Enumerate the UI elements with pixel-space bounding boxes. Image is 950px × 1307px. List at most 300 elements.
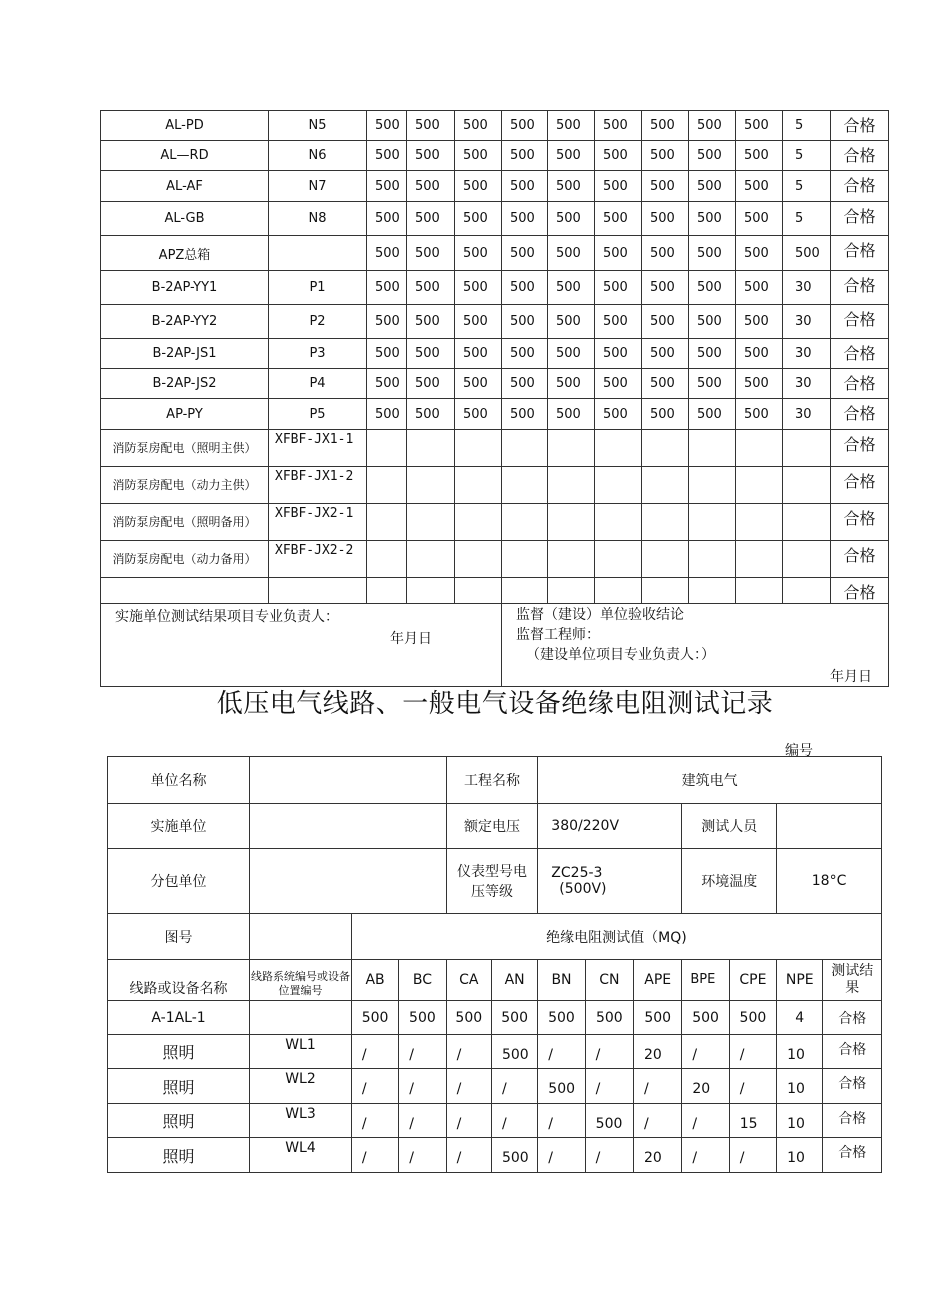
col-header-ape: APE — [634, 960, 682, 1001]
resistance-value: 500 — [502, 271, 548, 305]
resistance-value: 20 — [634, 1035, 682, 1069]
resistance-value: 500 — [689, 271, 736, 305]
resistance-value: 500 — [642, 271, 689, 305]
test-result: 合格 — [831, 430, 889, 467]
insulation-record-table — [107, 756, 882, 1173]
resistance-value: 500 — [455, 271, 502, 305]
insulation-header: 绝缘电阻测试值（MQ) — [351, 914, 881, 960]
rated-voltage-label: 额定电压 — [446, 804, 538, 849]
resistance-value: 500 — [502, 339, 548, 369]
test-result: 合格 — [831, 305, 889, 339]
table-row — [101, 467, 889, 504]
resistance-value: 500 — [595, 111, 642, 141]
resistance-value: 500 — [642, 141, 689, 171]
resistance-value: 500 — [407, 236, 455, 271]
resistance-value: 30 — [783, 271, 831, 305]
resistance-value: 500 — [634, 1001, 682, 1035]
contractor-sign-label: 实施单位测试结果项目专业负责人： — [115, 609, 339, 625]
col-code-header: 线路系统编号或设备位置编号 — [250, 960, 352, 1001]
resistance-value: 500 — [736, 305, 783, 339]
resistance-value: 500 — [502, 369, 548, 399]
resistance-value — [783, 578, 831, 604]
resistance-value — [367, 430, 407, 467]
tester-label: 测试人员 — [682, 804, 777, 849]
resistance-value — [689, 467, 736, 504]
test-result: 合格 — [831, 339, 889, 369]
table-row — [101, 202, 889, 236]
resistance-value: 30 — [783, 339, 831, 369]
resistance-value: 10 — [777, 1138, 823, 1173]
circuit-code: N6 — [269, 141, 367, 171]
resistance-value: / — [538, 1035, 585, 1069]
resistance-value: / — [399, 1104, 446, 1138]
resistance-value: 500 — [548, 369, 595, 399]
equipment-name: B-2AP-YY2 — [101, 305, 269, 339]
resistance-value — [783, 467, 831, 504]
resistance-value: 500 — [367, 339, 407, 369]
table-row — [101, 171, 889, 202]
circuit-code: P4 — [269, 369, 367, 399]
resistance-value: 500 — [455, 399, 502, 430]
resistance-value: 500 — [642, 399, 689, 430]
resistance-value: 500 — [502, 399, 548, 430]
resistance-value: 5 — [783, 202, 831, 236]
resistance-value: 500 — [455, 236, 502, 271]
circuit-code: WL4 — [250, 1138, 352, 1173]
contractor-sign-date: 年月日 — [390, 631, 432, 647]
resistance-value: 10 — [777, 1035, 823, 1069]
resistance-value: / — [538, 1138, 585, 1173]
resistance-value: 500 — [455, 141, 502, 171]
equipment-name: B-2AP-YY1 — [101, 271, 269, 305]
test-result: 合格 — [831, 111, 889, 141]
table-row — [101, 111, 889, 141]
resistance-value: 30 — [783, 399, 831, 430]
resistance-value: 10 — [777, 1104, 823, 1138]
resistance-value: 20 — [634, 1138, 682, 1173]
resistance-value — [367, 504, 407, 541]
resistance-value: 10 — [777, 1069, 823, 1104]
circuit-code: P3 — [269, 339, 367, 369]
resistance-value: 500 — [407, 141, 455, 171]
circuit-code — [250, 1001, 352, 1035]
resistance-value — [595, 541, 642, 578]
resistance-value — [407, 430, 455, 467]
resistance-value: 500 — [455, 202, 502, 236]
circuit-code — [269, 236, 367, 271]
circuit-code: P1 — [269, 271, 367, 305]
col-name-header: 线路或设备名称 — [108, 960, 250, 1001]
circuit-code: WL2 — [250, 1069, 352, 1104]
circuit-code: N7 — [269, 171, 367, 202]
resistance-value — [736, 541, 783, 578]
resistance-value — [455, 541, 502, 578]
resistance-value: 500 — [595, 236, 642, 271]
equipment-name: 消防泵房配电（动力备用） — [101, 541, 269, 578]
resistance-value — [455, 578, 502, 604]
resistance-value — [642, 541, 689, 578]
test-result: 合格 — [831, 504, 889, 541]
env-temp-value: 18°C — [777, 849, 882, 914]
table-row — [101, 541, 889, 578]
circuit-code: N5 — [269, 111, 367, 141]
resistance-value: 500 — [455, 111, 502, 141]
meter-label: 仪表型号电压等级 — [446, 849, 538, 914]
equipment-name: 消防泵房配电（照明主供） — [101, 430, 269, 467]
resistance-value: / — [491, 1069, 537, 1104]
equipment-name: AL-GB — [101, 202, 269, 236]
resistance-value: 500 — [491, 1138, 537, 1173]
resistance-value: 500 — [689, 111, 736, 141]
resistance-value — [502, 430, 548, 467]
resistance-value: 500 — [595, 305, 642, 339]
resistance-value: 500 — [407, 171, 455, 202]
resistance-value — [548, 504, 595, 541]
resistance-value — [736, 578, 783, 604]
drawing-no-label: 图号 — [108, 914, 250, 960]
test-result: 合格 — [823, 1001, 882, 1035]
meter-model: ZC25-3 — [551, 865, 603, 881]
circuit-code — [269, 578, 367, 604]
resistance-value: / — [538, 1104, 585, 1138]
circuit-name: 照明 — [108, 1138, 250, 1173]
circuit-code: XFBF-JX2-2 — [269, 541, 367, 578]
impl-unit-value — [250, 804, 447, 849]
resistance-value: / — [491, 1104, 537, 1138]
resistance-value — [736, 504, 783, 541]
resistance-value — [689, 578, 736, 604]
resistance-value: 500 — [455, 171, 502, 202]
resistance-value: 500 — [502, 236, 548, 271]
resistance-value — [502, 541, 548, 578]
resistance-value: 15 — [729, 1104, 776, 1138]
table-row — [108, 1001, 882, 1035]
resistance-value — [595, 504, 642, 541]
resistance-value: / — [351, 1035, 398, 1069]
resistance-value: / — [351, 1138, 398, 1173]
resistance-value — [783, 430, 831, 467]
resistance-value: 500 — [595, 202, 642, 236]
resistance-value: 500 — [407, 399, 455, 430]
resistance-value: / — [585, 1138, 633, 1173]
resistance-value: 500 — [689, 399, 736, 430]
table-row — [101, 271, 889, 305]
resistance-value: 500 — [548, 271, 595, 305]
test-result: 合格 — [831, 171, 889, 202]
resistance-value: 500 — [736, 171, 783, 202]
resistance-value: 500 — [502, 305, 548, 339]
test-result: 合格 — [831, 541, 889, 578]
test-result: 合格 — [831, 467, 889, 504]
resistance-value: 500 — [548, 171, 595, 202]
resistance-value: 500 — [367, 369, 407, 399]
table-row — [101, 339, 889, 369]
circuit-code: P2 — [269, 305, 367, 339]
table-row — [101, 430, 889, 467]
resistance-value — [689, 541, 736, 578]
col-header-npe: NPE — [777, 960, 823, 1001]
supervisor-engineer-label: 监督工程师： — [516, 627, 600, 643]
meter-value — [538, 849, 682, 914]
unit-name-value — [250, 757, 447, 804]
upper-test-table — [100, 110, 889, 687]
resistance-value: 500 — [367, 111, 407, 141]
resistance-value: 500 — [736, 369, 783, 399]
drawing-no-value — [250, 914, 352, 960]
table-row — [101, 236, 889, 271]
resistance-value: 500 — [736, 271, 783, 305]
resistance-value: 500 — [736, 202, 783, 236]
supervisor-conclusion-label: 监督（建设）单位验收结论 — [516, 607, 684, 623]
test-result: 合格 — [831, 141, 889, 171]
resistance-value: 500 — [502, 141, 548, 171]
resistance-value — [548, 430, 595, 467]
resistance-value: 500 — [548, 305, 595, 339]
equipment-name: B-2AP-JS1 — [101, 339, 269, 369]
resistance-value: 30 — [783, 369, 831, 399]
equipment-name: AL—RD — [101, 141, 269, 171]
resistance-value: 20 — [682, 1069, 729, 1104]
resistance-value — [502, 467, 548, 504]
resistance-value: 5 — [783, 111, 831, 141]
resistance-value: 500 — [642, 111, 689, 141]
col-result-header: 测试结果 — [823, 960, 882, 1001]
equipment-name: 消防泵房配电（照明备用） — [101, 504, 269, 541]
resistance-value: 500 — [407, 305, 455, 339]
circuit-code: WL3 — [250, 1104, 352, 1138]
resistance-value: 500 — [367, 399, 407, 430]
resistance-value: 500 — [548, 339, 595, 369]
resistance-value: 500 — [548, 236, 595, 271]
resistance-value: / — [682, 1138, 729, 1173]
resistance-value: 500 — [455, 369, 502, 399]
resistance-value — [455, 430, 502, 467]
circuit-code: P5 — [269, 399, 367, 430]
equipment-name: B-2AP-JS2 — [101, 369, 269, 399]
resistance-value — [642, 430, 689, 467]
resistance-value: 500 — [736, 141, 783, 171]
resistance-value: 500 — [367, 202, 407, 236]
table-row — [101, 369, 889, 399]
circuit-code: WL1 — [250, 1035, 352, 1069]
serial-number-label: 编号 — [785, 743, 813, 759]
rated-voltage-value: 380/220V — [538, 804, 682, 849]
circuit-name: 照明 — [108, 1104, 250, 1138]
col-header-ca: CA — [446, 960, 491, 1001]
unit-name-label: 单位名称 — [108, 757, 250, 804]
test-result: 合格 — [831, 369, 889, 399]
resistance-value: 500 — [367, 141, 407, 171]
test-result: 合格 — [831, 202, 889, 236]
resistance-value: 500 — [595, 399, 642, 430]
col-header-ab: AB — [351, 960, 398, 1001]
resistance-value — [407, 504, 455, 541]
equipment-name: APZ总箱 — [101, 236, 269, 271]
resistance-value — [783, 504, 831, 541]
project-name-label: 工程名称 — [446, 757, 538, 804]
resistance-value — [548, 541, 595, 578]
resistance-value: 500 — [455, 339, 502, 369]
resistance-value — [407, 541, 455, 578]
resistance-value: 500 — [407, 271, 455, 305]
resistance-value — [783, 541, 831, 578]
resistance-value: 500 — [538, 1069, 585, 1104]
test-result: 合格 — [823, 1035, 882, 1069]
resistance-value: 5 — [783, 171, 831, 202]
meter-voltage: (500V) — [559, 881, 607, 897]
resistance-value: / — [682, 1035, 729, 1069]
resistance-value: / — [399, 1138, 446, 1173]
resistance-value: / — [446, 1104, 491, 1138]
resistance-value: 500 — [407, 369, 455, 399]
test-result: 合格 — [831, 399, 889, 430]
test-result: 合格 — [831, 271, 889, 305]
resistance-value: 500 — [642, 202, 689, 236]
equipment-name: AL-AF — [101, 171, 269, 202]
col-header-bn: BN — [538, 960, 585, 1001]
resistance-value: / — [634, 1069, 682, 1104]
resistance-value — [736, 430, 783, 467]
resistance-value: 500 — [407, 111, 455, 141]
resistance-value: 500 — [689, 236, 736, 271]
env-temp-label: 环境温度 — [682, 849, 777, 914]
impl-unit-label: 实施单位 — [108, 804, 250, 849]
resistance-value: 500 — [642, 171, 689, 202]
resistance-value: 500 — [689, 305, 736, 339]
resistance-value: 500 — [729, 1001, 776, 1035]
resistance-value: 500 — [642, 339, 689, 369]
resistance-value: / — [682, 1104, 729, 1138]
table-row — [108, 1069, 882, 1104]
resistance-value: 500 — [548, 202, 595, 236]
circuit-name: A-1AL-1 — [108, 1001, 250, 1035]
resistance-value: 500 — [399, 1001, 446, 1035]
resistance-value: / — [729, 1035, 776, 1069]
resistance-value — [548, 578, 595, 604]
table-row — [108, 1104, 882, 1138]
resistance-value — [689, 430, 736, 467]
resistance-value — [548, 467, 595, 504]
circuit-name: 照明 — [108, 1069, 250, 1104]
resistance-value: / — [399, 1035, 446, 1069]
circuit-code: XFBF-JX1-2 — [269, 467, 367, 504]
resistance-value — [367, 541, 407, 578]
col-header-cn: CN — [585, 960, 633, 1001]
resistance-value: 500 — [689, 202, 736, 236]
resistance-value — [407, 467, 455, 504]
project-name-value: 建筑电气 — [538, 757, 882, 804]
resistance-value: 500 — [548, 399, 595, 430]
table-row — [108, 1138, 882, 1173]
resistance-value: / — [446, 1035, 491, 1069]
sub-unit-label: 分包单位 — [108, 849, 250, 914]
resistance-value: 500 — [642, 236, 689, 271]
resistance-value: / — [351, 1104, 398, 1138]
resistance-value: 500 — [585, 1104, 633, 1138]
resistance-value: 500 — [548, 141, 595, 171]
resistance-value — [407, 578, 455, 604]
resistance-value: 500 — [689, 369, 736, 399]
resistance-value: / — [399, 1069, 446, 1104]
table-row — [101, 305, 889, 339]
owner-lead-label: （建设单位项目专业负责人：） — [526, 647, 715, 663]
table-row — [101, 399, 889, 430]
resistance-value: 500 — [689, 141, 736, 171]
resistance-value: 500 — [491, 1001, 537, 1035]
resistance-value: / — [585, 1035, 633, 1069]
resistance-value: 500 — [502, 171, 548, 202]
equipment-name: AL-PD — [101, 111, 269, 141]
resistance-value: / — [351, 1069, 398, 1104]
resistance-value: 500 — [548, 111, 595, 141]
table-row — [101, 141, 889, 171]
table-row — [101, 578, 889, 604]
resistance-value — [502, 504, 548, 541]
resistance-value — [595, 578, 642, 604]
resistance-value: 500 — [736, 111, 783, 141]
contractor-sign-cell — [101, 604, 502, 687]
test-result: 合格 — [823, 1138, 882, 1173]
resistance-value — [455, 467, 502, 504]
resistance-value — [642, 578, 689, 604]
resistance-value: 500 — [538, 1001, 585, 1035]
sub-unit-value — [250, 849, 447, 914]
resistance-value: 500 — [446, 1001, 491, 1035]
col-header-bc: BC — [399, 960, 446, 1001]
resistance-value: 500 — [689, 171, 736, 202]
resistance-value — [642, 504, 689, 541]
resistance-value: 500 — [642, 369, 689, 399]
resistance-value: 500 — [595, 369, 642, 399]
resistance-value — [689, 504, 736, 541]
resistance-value — [502, 578, 548, 604]
resistance-value: 4 — [777, 1001, 823, 1035]
resistance-value: 500 — [682, 1001, 729, 1035]
resistance-value: 500 — [367, 236, 407, 271]
resistance-value: 5 — [783, 141, 831, 171]
resistance-value: 500 — [502, 202, 548, 236]
resistance-value — [642, 467, 689, 504]
col-header-cpe: CPE — [729, 960, 776, 1001]
resistance-value — [367, 578, 407, 604]
circuit-code: N8 — [269, 202, 367, 236]
resistance-value: 500 — [736, 399, 783, 430]
resistance-value — [455, 504, 502, 541]
resistance-value: 500 — [595, 171, 642, 202]
resistance-value — [595, 430, 642, 467]
resistance-value — [367, 467, 407, 504]
resistance-value: 500 — [783, 236, 831, 271]
supervisor-sign-cell — [502, 604, 889, 687]
resistance-value: 500 — [595, 339, 642, 369]
resistance-value — [595, 467, 642, 504]
resistance-value: 500 — [642, 305, 689, 339]
circuit-code: XFBF-JX2-1 — [269, 504, 367, 541]
resistance-value: 500 — [736, 236, 783, 271]
tester-value — [777, 804, 882, 849]
circuit-code: XFBF-JX1-1 — [269, 430, 367, 467]
resistance-value: 500 — [367, 171, 407, 202]
circuit-name: 照明 — [108, 1035, 250, 1069]
equipment-name: AP-PY — [101, 399, 269, 430]
equipment-name: 消防泵房配电（动力主供） — [101, 467, 269, 504]
resistance-value: 500 — [455, 305, 502, 339]
resistance-value: 500 — [407, 202, 455, 236]
resistance-value: / — [634, 1104, 682, 1138]
document-title: 低压电气线路、一般电气设备绝缘电阻测试记录 — [216, 689, 774, 719]
equipment-name — [101, 578, 269, 604]
resistance-value — [736, 467, 783, 504]
